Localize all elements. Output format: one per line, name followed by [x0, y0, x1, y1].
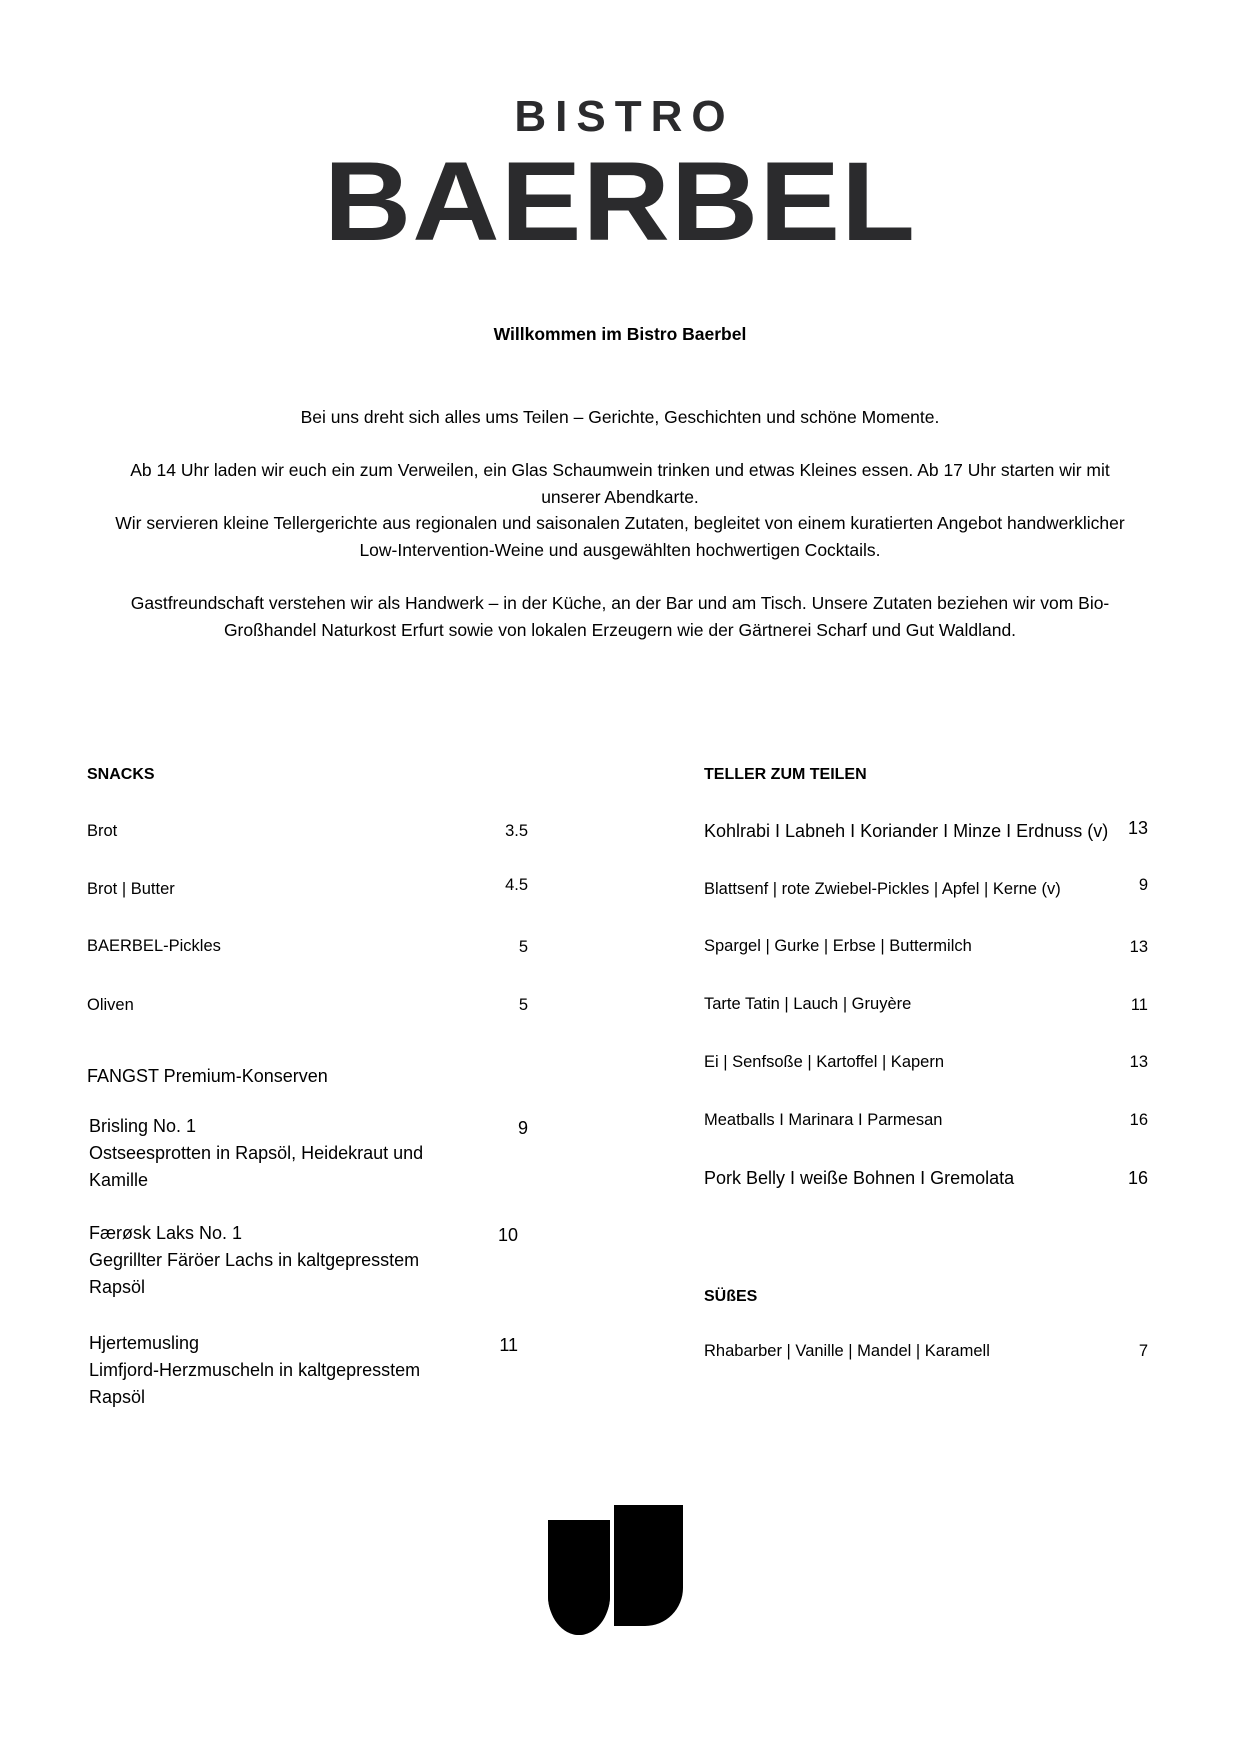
- teller-item-name: Kohlrabi I Labneh I Koriander I Minze I Erdnuss (v): [704, 821, 1109, 841]
- fangst-item-desc: Rapsöl: [89, 1387, 146, 1407]
- intro-paragraph-2-line-1: Ab 14 Uhr laden wir euch ein zum Verweilen, ein Glas Schaumwein trinken und etwas Kleines essen. Ab 17 Uhr starten wir mit unserer Abendkarte.: [130, 460, 1110, 507]
- fangst-item: [89, 1330, 420, 1411]
- teller-item-price: 9: [1138, 876, 1148, 894]
- suesses-item-name: Rhabarber | Vanille | Mandel | Karamell: [704, 1342, 990, 1360]
- teller-item-name: Pork Belly I weiße Bohnen I Gremolata: [704, 1168, 1015, 1188]
- fangst-item-price: 11: [499, 1335, 518, 1355]
- snack-item-price: 5: [518, 996, 528, 1014]
- teller-item-price: 11: [1130, 996, 1148, 1014]
- fangst-heading: FANGST Premium-Konserven: [87, 1066, 328, 1086]
- teller-item-name: Spargel | Gurke | Erbse | Buttermilch: [704, 937, 972, 955]
- teller-item-price: 16: [1129, 1111, 1148, 1129]
- logo-baerbel: BAERBEL: [323, 139, 917, 264]
- logo-bistro: BISTRO: [514, 92, 735, 141]
- teller-item-price: 13: [1127, 818, 1148, 838]
- fangst-item-price: 9: [517, 1118, 528, 1138]
- teller-item-price: 16: [1127, 1168, 1148, 1188]
- teller-item-name: Ei | Senfsoße | Kartoffel | Kapern: [704, 1053, 945, 1071]
- teller-item-name: Tarte Tatin | Lauch | Gruyère: [704, 995, 912, 1013]
- fangst-item-desc: Kamille: [89, 1170, 149, 1190]
- fangst-item: [89, 1220, 419, 1301]
- intro-paragraph-1: Bei uns dreht sich alles ums Teilen – Gerichte, Geschichten und schöne Momente.: [300, 407, 940, 427]
- snacks-heading: SNACKS: [87, 766, 155, 783]
- snack-item-name: Brot: [87, 822, 118, 840]
- fangst-item-desc: Ostseesprotten in Rapsöl, Heidekraut und: [89, 1143, 424, 1163]
- teller-item-price: 13: [1129, 1053, 1148, 1071]
- suesses-heading: SÜßES: [704, 1288, 758, 1305]
- fangst-item-price: 10: [497, 1225, 518, 1245]
- fangst-item-desc: Gegrillter Färöer Lachs in kaltgepresstem: [89, 1250, 420, 1270]
- intro-paragraph-3: Gastfreundschaft verstehen wir als Handwerk – in der Küche, an der Bar und am Tisch. Unsere Zutaten beziehen wir vom Bio-Großhandel Naturkost Erfurt sowie von lokalen Erzeugern wie der Gärtnerei Scharf und Gut Waldland.: [130, 593, 1110, 640]
- intro-paragraph-2: [100, 457, 1140, 563]
- snack-item-price: 3.5: [505, 822, 528, 840]
- teller-heading: TELLER ZUM TEILEN: [704, 766, 867, 783]
- snack-item-price: 5: [518, 938, 528, 956]
- double-u-logo-mark-icon: [548, 1505, 683, 1635]
- teller-item-price: 13: [1129, 938, 1148, 956]
- fangst-item-name: Færøsk Laks No. 1: [89, 1223, 243, 1243]
- intro-paragraph-2-line-2: Wir servieren kleine Tellergerichte aus regionalen und saisonalen Zutaten, begleitet von einem kuratierten Angebot handwerklicher Low-Intervention-Weine und ausgewählten hochwertigen Cocktails.: [115, 513, 1125, 560]
- snack-item-price: 4.5: [505, 876, 528, 894]
- welcome-heading: Willkommen im Bistro Baerbel: [493, 324, 747, 344]
- fangst-item-desc: Rapsöl: [89, 1277, 146, 1297]
- fangst-item: [89, 1113, 423, 1194]
- teller-item-name: Blattsenf | rote Zwiebel-Pickles | Apfel | Kerne (v): [704, 880, 1061, 898]
- snack-item-name: Brot | Butter: [87, 880, 175, 898]
- fangst-item-name: Hjertemusling: [89, 1333, 200, 1353]
- fangst-item-desc: Limfjord-Herzmuscheln in kaltgepresstem: [89, 1360, 421, 1380]
- fangst-item-name: Brisling No. 1: [89, 1116, 197, 1136]
- snack-item-name: BAERBEL-Pickles: [87, 937, 221, 955]
- suesses-item-price: 7: [1138, 1342, 1148, 1360]
- teller-item-name: Meatballs I Marinara I Parmesan: [704, 1111, 943, 1129]
- snack-item-name: Oliven: [87, 996, 134, 1014]
